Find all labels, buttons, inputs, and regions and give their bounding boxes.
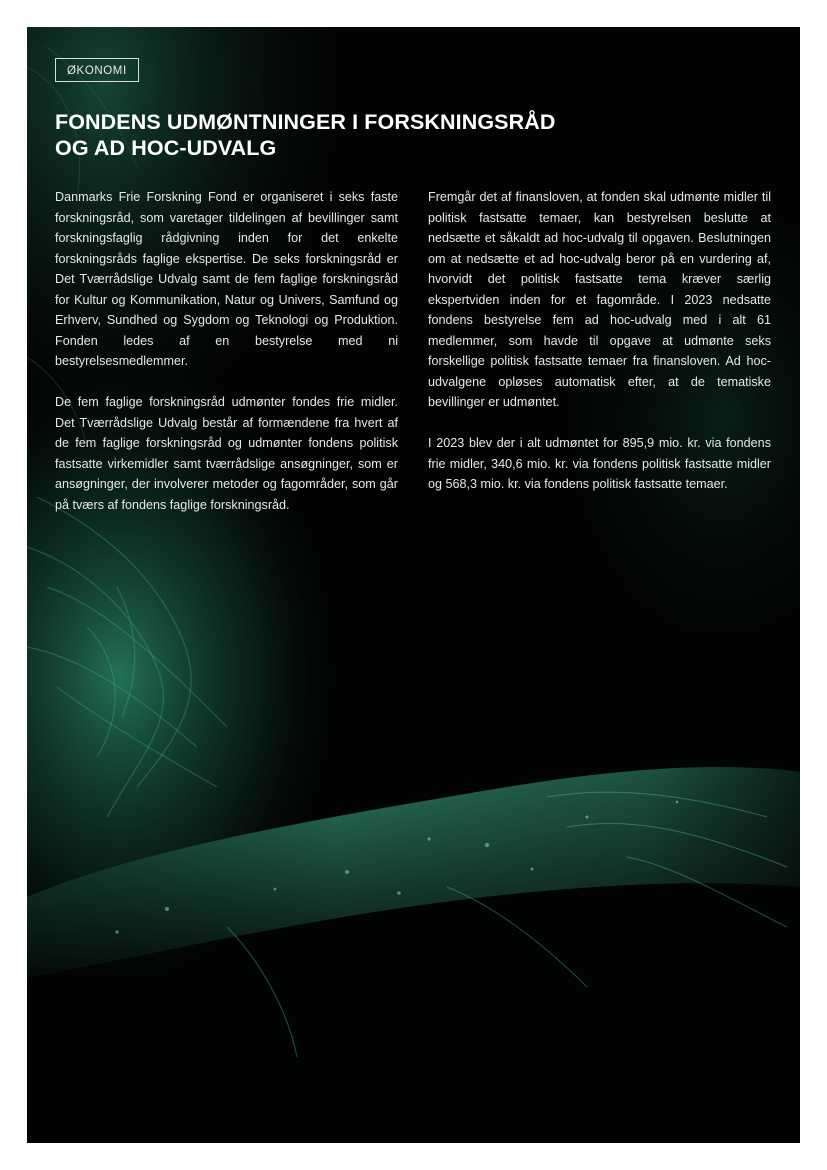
title-line-2: OG AD HOC-UDVALG xyxy=(55,136,277,160)
title-line-1: FONDENS UDMØNTNINGER I FORSKNINGSRÅD xyxy=(55,110,556,134)
report-page xyxy=(27,27,800,1143)
paragraph: Danmarks Frie Forskning Fond er organiseret i seks faste forskningsråd, som varetager tildelingen af bevillinger samt forskningsfaglig rådgivning inden for det enkelte forskningsråds faglige ekspertise. De seks forskningsråd er Det Tværrådslige Udvalg samt de fem faglige forskningsråd for Kultur og Kommunikation, Natur og Univers, Samfund og Erhverv, Sundhed og Sygdom og Teknologi og Produktion. Fonden ledes af en bestyrelse med ni bestyrelsesmedlemmer. xyxy=(55,190,398,368)
page-title xyxy=(55,109,655,161)
paragraph: I 2023 blev der i alt udmøntet for 895,9 mio. kr. via fondens frie midler, 340,6 mio. kr. via fondens politisk fastsatte midler og 568,3 mio. kr. via fondens politisk fastsatte temaer. xyxy=(428,436,771,491)
paragraph: De fem faglige forskningsråd udmønter fondes frie midler. Det Tværrådslige Udvalg består af formændene fra hvert af de fem faglige forskningsråd og udmønter fondens politisk fastsatte virkemidler samt tværrådslige ansøgninger, som er ansøgninger, der involverer metoder og fagområder, som går på tværs af fondens faglige forskningsråd. xyxy=(55,395,398,512)
right-column xyxy=(428,187,771,515)
paragraph: Fremgår det af finansloven, at fonden skal udmønte midler til politisk fastsatte temaer, kan bestyrelsen beslutte at nedsætte et såkaldt ad hoc-udvalg til opgaven. Beslutningen om at nedsætte et ad hoc-udvalg beror på en vurdering af, hvorvidt det politisk fastsatte tema kræver særlig ekspertviden inden for et fagområde. I 2023 nedsatte fondens bestyrelse fem ad hoc-udvalg med i alt 61 medlemmer, som havde til opgave at udmønte seks forskellige politisk fastsatte temaer fra finansloven. Ad hoc-udvalgene opløses automatisk efter, at de tematiske bevillinger er udmøntet. xyxy=(428,190,771,409)
section-tag: ØKONOMI xyxy=(55,58,139,82)
left-column xyxy=(55,187,398,536)
